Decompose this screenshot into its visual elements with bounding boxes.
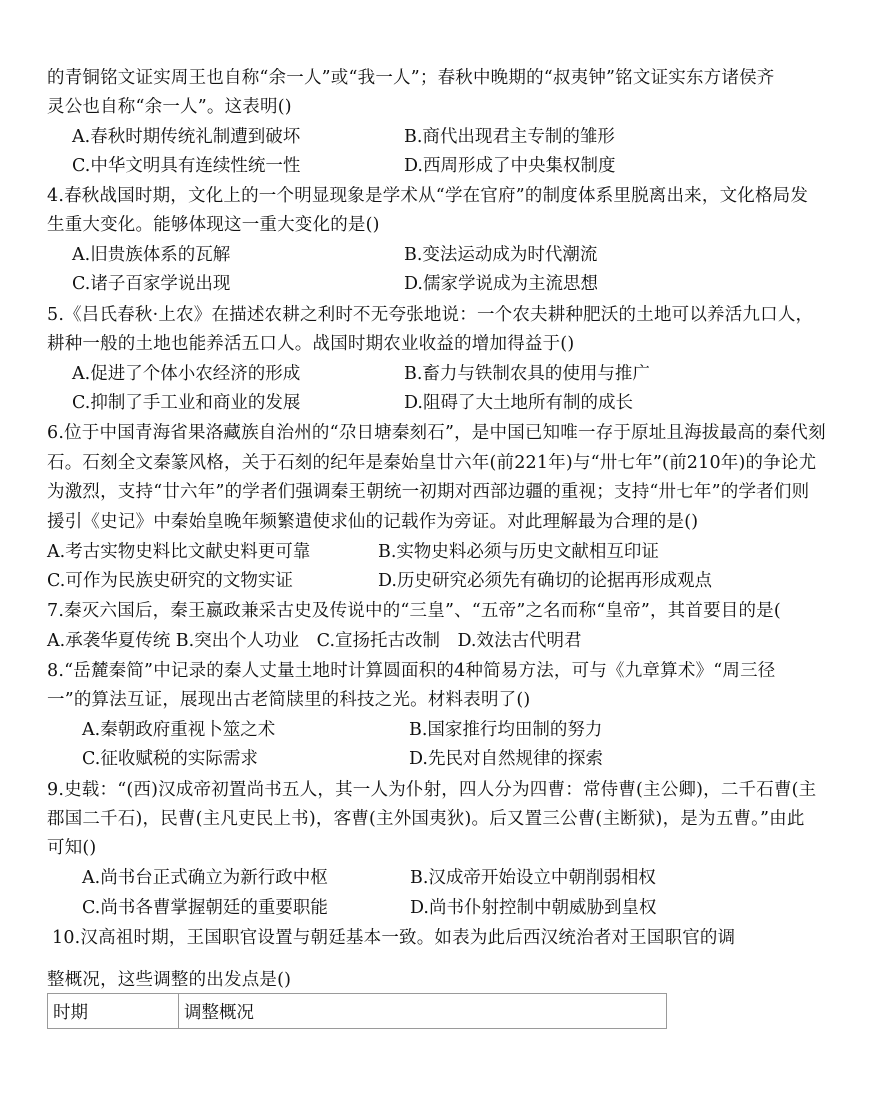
q4-option-a: A.旧贵族体系的瓦解	[72, 245, 231, 265]
q3-option-a: A.春秋时期传统礼制遭到破坏	[72, 127, 301, 147]
q7-options: A.承袭华夏传统 B.突出个人功业 C.宣扬托古改制 D.效法古代明君	[47, 631, 582, 651]
q3-stem-line-2: 灵公也自称“余一人”。这表明()	[47, 97, 292, 117]
q7-stem-line-1: 7.秦灭六国后，秦王嬴政兼采古史及传说中的“三皇”、“五帝”之名而称“皇帝”，其首要目的是(	[47, 601, 781, 621]
q8-option-c: C.征收赋税的实际需求	[82, 749, 258, 769]
q8-stem-line-1: 8.“岳麓秦简”中记录的秦人丈量土地时计算圆面积的4种简易方法，可与《九章算术》“周三径	[47, 661, 776, 681]
q3-option-d: D.西周形成了中央集权制度	[404, 156, 616, 176]
q9-stem-line-2: 郡国二千石)，民曹(主凡吏民上书)，客曹(主外国夷狄)。后又置三公曹(主断狱)，是为五曹。”由此	[47, 809, 805, 829]
q3-option-b: B.商代出现君主专制的雏形	[404, 127, 615, 147]
q6-option-d: D.历史研究必须先有确切的论据再形成观点	[378, 571, 712, 591]
q8-option-a: A.秦朝政府重视卜筮之术	[82, 720, 276, 740]
q4-stem-line-2: 生重大变化。能够体现这一重大变化的是()	[47, 215, 380, 235]
q9-stem-line-3: 可知()	[47, 838, 97, 858]
q4-option-c: C.诸子百家学说出现	[72, 274, 231, 294]
q9-option-c: C.尚书各曹掌握朝廷的重要职能	[82, 898, 328, 918]
q6-option-c: C.可作为民族史研究的文物实证	[47, 571, 293, 591]
q8-option-d: D.先民对自然规律的探索	[409, 749, 603, 769]
q9-stem-line-1: 9.史载：“(西)汉成帝初置尚书五人，其一人为仆射，四人分为四曹：常侍曹(主公卿)，二千石曹(主	[47, 780, 817, 800]
q10-stem-line-1: 10.汉高祖时期，王国职官设置与朝廷基本一致。如表为此后西汉统治者对王国职官的调	[52, 928, 736, 948]
q6-stem-line-4: 援引《史记》中秦始皇晚年频繁遣使求仙的记载作为旁证。对此理解最为合理的是()	[47, 512, 699, 532]
q10-stem-line-2: 整概况，这些调整的出发点是()	[47, 970, 292, 990]
q5-option-c: C.抑制了手工业和商业的发展	[72, 393, 301, 413]
table-header-period: 时期	[48, 994, 179, 1029]
q5-stem-line-1: 5.《吕氏春秋·上农》在描述农耕之利时不无夸张地说：一个农夫耕种肥沃的土地可以养活九口人，	[47, 305, 814, 325]
q8-stem-line-2: 一”的算法互证，展现出古老简牍里的科技之光。材料表明了()	[47, 690, 531, 710]
table-header-row	[48, 994, 667, 1029]
q6-stem-line-2: 石。石刻全文秦篆风格，关于石刻的纪年是秦始皇廿六年(前221年)与“卅七年”(前210年)的争论尤	[47, 453, 817, 473]
q5-option-b: B.畜力与铁制农具的使用与推广	[404, 364, 650, 384]
q4-stem-line-1: 4.春秋战国时期，文化上的一个明显现象是学术从“学在官府”的制度体系里脱离出来，文化格局发	[47, 186, 809, 206]
q8-option-b: B.国家推行均田制的努力	[409, 720, 603, 740]
q6-option-a: A.考古实物史料比文献史料更可靠	[47, 542, 311, 562]
q9-option-a: A.尚书台正式确立为新行政中枢	[82, 868, 328, 888]
q3-option-c: C.中华文明具有连续性统一性	[72, 156, 301, 176]
q6-option-b: B.实物史料必须与历史文献相互印证	[378, 542, 659, 562]
q4-option-d: D.儒家学说成为主流思想	[404, 274, 598, 294]
q3-stem-line-1: 的青铜铭文证实周王也自称“余一人”或“我一人”；春秋中晚期的“叔夷钟”铭文证实东方诸侯齐	[47, 68, 775, 88]
q6-stem-line-1: 6.位于中国青海省果洛藏族自治州的“尕日塘秦刻石”，是中国已知唯一存于原址且海拔最高的秦代刻	[47, 423, 826, 443]
q6-stem-line-3: 为激烈，支持“廿六年”的学者们强调秦王朝统一初期对西部边疆的重视；支持“卅七年”的学者们则	[47, 482, 810, 502]
q5-stem-line-2: 耕种一般的土地也能养活五口人。战国时期农业收益的增加得益于()	[47, 334, 575, 354]
table-header-adjustment: 调整概况	[179, 994, 667, 1029]
q10-table	[47, 993, 667, 1029]
q9-option-d: D.尚书仆射控制中朝威胁到皇权	[410, 898, 657, 918]
q5-option-a: A.促进了个体小农经济的形成	[72, 364, 301, 384]
q9-option-b: B.汉成帝开始设立中朝削弱相权	[410, 868, 656, 888]
q5-option-d: D.阻碍了大土地所有制的成长	[404, 393, 633, 413]
q4-option-b: B.变法运动成为时代潮流	[404, 245, 598, 265]
